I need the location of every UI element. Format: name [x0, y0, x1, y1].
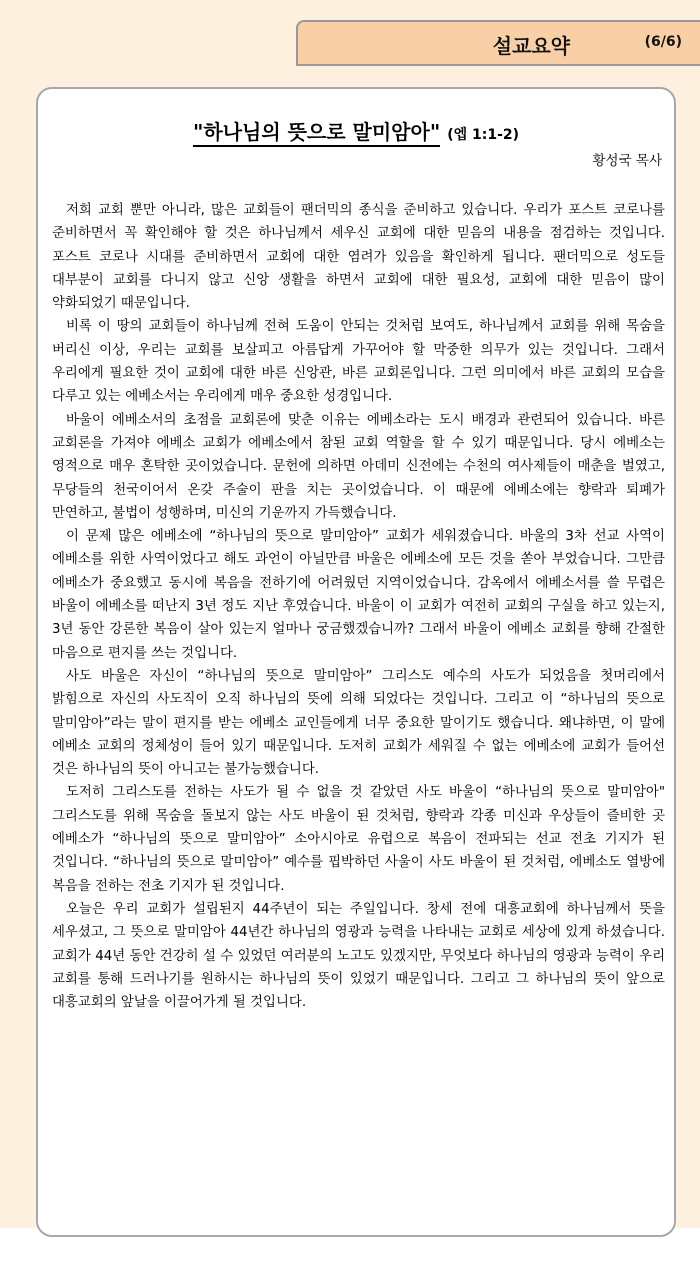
paragraph: 이 문제 많은 에베소에 “하나님의 뜻으로 말미암아” 교회가 세워졌습니다. 바울의 3차 선교 사역이 에베소를 위한 사역이었다고 해도 과언이 아닐만큼 바울은 에베소에 모든 것을 쏟아 부었습니다. 그만큼 에베소가 중요했고 동시에 복음을 전하기에 어려웠던 지역이었습니다. 감옥에서 에베소서를 쓸 무렵은 바울이 에베소를 떠난지 3년 정도 지난 후였습니다. 바울이 이 교회가 여전히 교회의 구실을 하고 있는지, 3년 동안 강론한 복음이 살아 있는지 얼마나 궁금했겠습니까? 그래서 바울이 에베소 교회를 향해 간절한 마음으로 편지를 쓰는 것입니다.: [52, 529, 665, 661]
paragraph: 저희 교회 뿐만 아니라, 많은 교회들이 팬더믹의 종식을 준비하고 있습니다. 우리가 포스트 코로나를 준비하면서 꼭 확인해야 할 것은 하나님께서 세우신 교회에 대한 믿음의 내용을 점검하는 것입니다. 포스트 코로나 시대를 준비하면서 교회에 대한 염려가 있음을 확인하게 됩니다. 팬더믹으로 성도들 대부분이 교회를 다니지 않고 신앙 생활을 하면서 교회에 대한 필요성, 교회에 대한 믿음이 많이 약화되었기 때문입니다.: [52, 203, 665, 312]
scripture-reference: (엡 1:1-2): [447, 127, 520, 143]
paragraph: 오늘은 우리 교회가 설립된지 44주년이 되는 주일입니다. 창세 전에 대흥교회에 하나님께서 뜻을 세우셨고, 그 뜻으로 말미암아 44년간 하나님의 영광과 능력을 나타내는 교회로 세상에 있게 하셨습니다. 교회가 44년 동안 건강히 설 수 있었던 여러분의 노고도 있겠지만, 무엇보다 하나님의 영광과 능력이 우리 교회를 통해 드러나기를 원하시는 하나님의 뜻이 있었기 때문입니다. 그리고 그 하나님의 뜻이 앞으로 대흥교회의 앞날을 이끌어가게 될 것입니다.: [52, 901, 665, 1011]
sermon-title-main: "하나님의 뜻으로 말미암아": [193, 120, 440, 147]
section-header-tab: [296, 20, 700, 66]
paragraph: 도저히 그리스도를 전하는 사도가 될 수 없을 것 같았던 사도 바울이 “하나님의 뜻으로 말미암아" 그리스도를 위해 목숨을 돌보지 않는 사도 바울이 된 것처럼, 향락과 각종 미신과 우상들이 즐비한 곳 에베소가 “하나님의 뜻으로 말미암아” 소아시아로 유럽으로 복음이 전파되는 선교 전초 기지가 된 것입니다. “하나님의 뜻으로 말미암아” 예수를 핍박하던 사울이 사도 바울이 된 것처럼, 에베소도 열방에 복음을 전하는 전초 기지가 된 것입니다.: [52, 785, 665, 894]
section-title: 설교요약: [492, 34, 570, 58]
paragraph: 비록 이 땅의 교회들이 하나님께 전혀 도움이 안되는 것처럼 보여도, 하나님께서 교회를 위해 목숨을 버리신 이상, 우리는 교회를 보살피고 아름답게 가꾸어야 할 막중한 의무가 있는 것입니다. 그래서 우리에게 필요한 것이 교회에 대한 바른 신앙관, 바른 교회론입니다. 그런 의미에서 바른 교회의 모습을 다루고 있는 에베소서는 우리에게 매우 중요한 성경입니다.: [52, 319, 665, 405]
sermon-body: [52, 199, 665, 1014]
sermon-title: [38, 116, 674, 145]
preacher-name: 황성국 목사: [592, 153, 662, 169]
page-indicator: (6/6): [644, 34, 682, 50]
paragraph: 사도 바울은 자신이 “하나님의 뜻으로 말미암아” 그리스도 예수의 사도가 되었음을 첫머리에서 밝힘으로 자신의 사도직이 오직 하나님의 뜻에 의해 되었다는 것입니다. 그리고 이 “하나님의 뜻으로 말미암아”라는 말이 편지를 받는 에베소 교인들에게 너무 중요한 말이기도 했습니다. 왜냐하면, 이 말에 에베소 교회의 정체성이 들어 있기 때문입니다. 도저히 교회가 세워질 수 없는 에베소에 교회가 들어선 것은 하나님의 뜻이 아니고는 불가능했습니다.: [52, 668, 665, 778]
sermon-card: [36, 87, 676, 1237]
paragraph: 바울이 에베소서의 초점을 교회론에 맞춘 이유는 에베소라는 도시 배경과 관련되어 있습니다. 바른 교회론을 가져야 에베소 교회가 에베소에서 참된 교회 역할을 할 수 있기 때문입니다. 당시 에베소는 영적으로 매우 혼탁한 곳이었습니다. 문헌에 의하면 아데미 신전에는 수천의 여사제들이 매춘을 벌였고, 무당들의 천국이어서 온갖 주술이 판을 치는 곳이었습니다. 이 때문에 에베소에는 향락과 퇴폐가 만연하고, 불법이 성행하며, 미신의 기운까지 가득했습니다.: [52, 412, 665, 521]
